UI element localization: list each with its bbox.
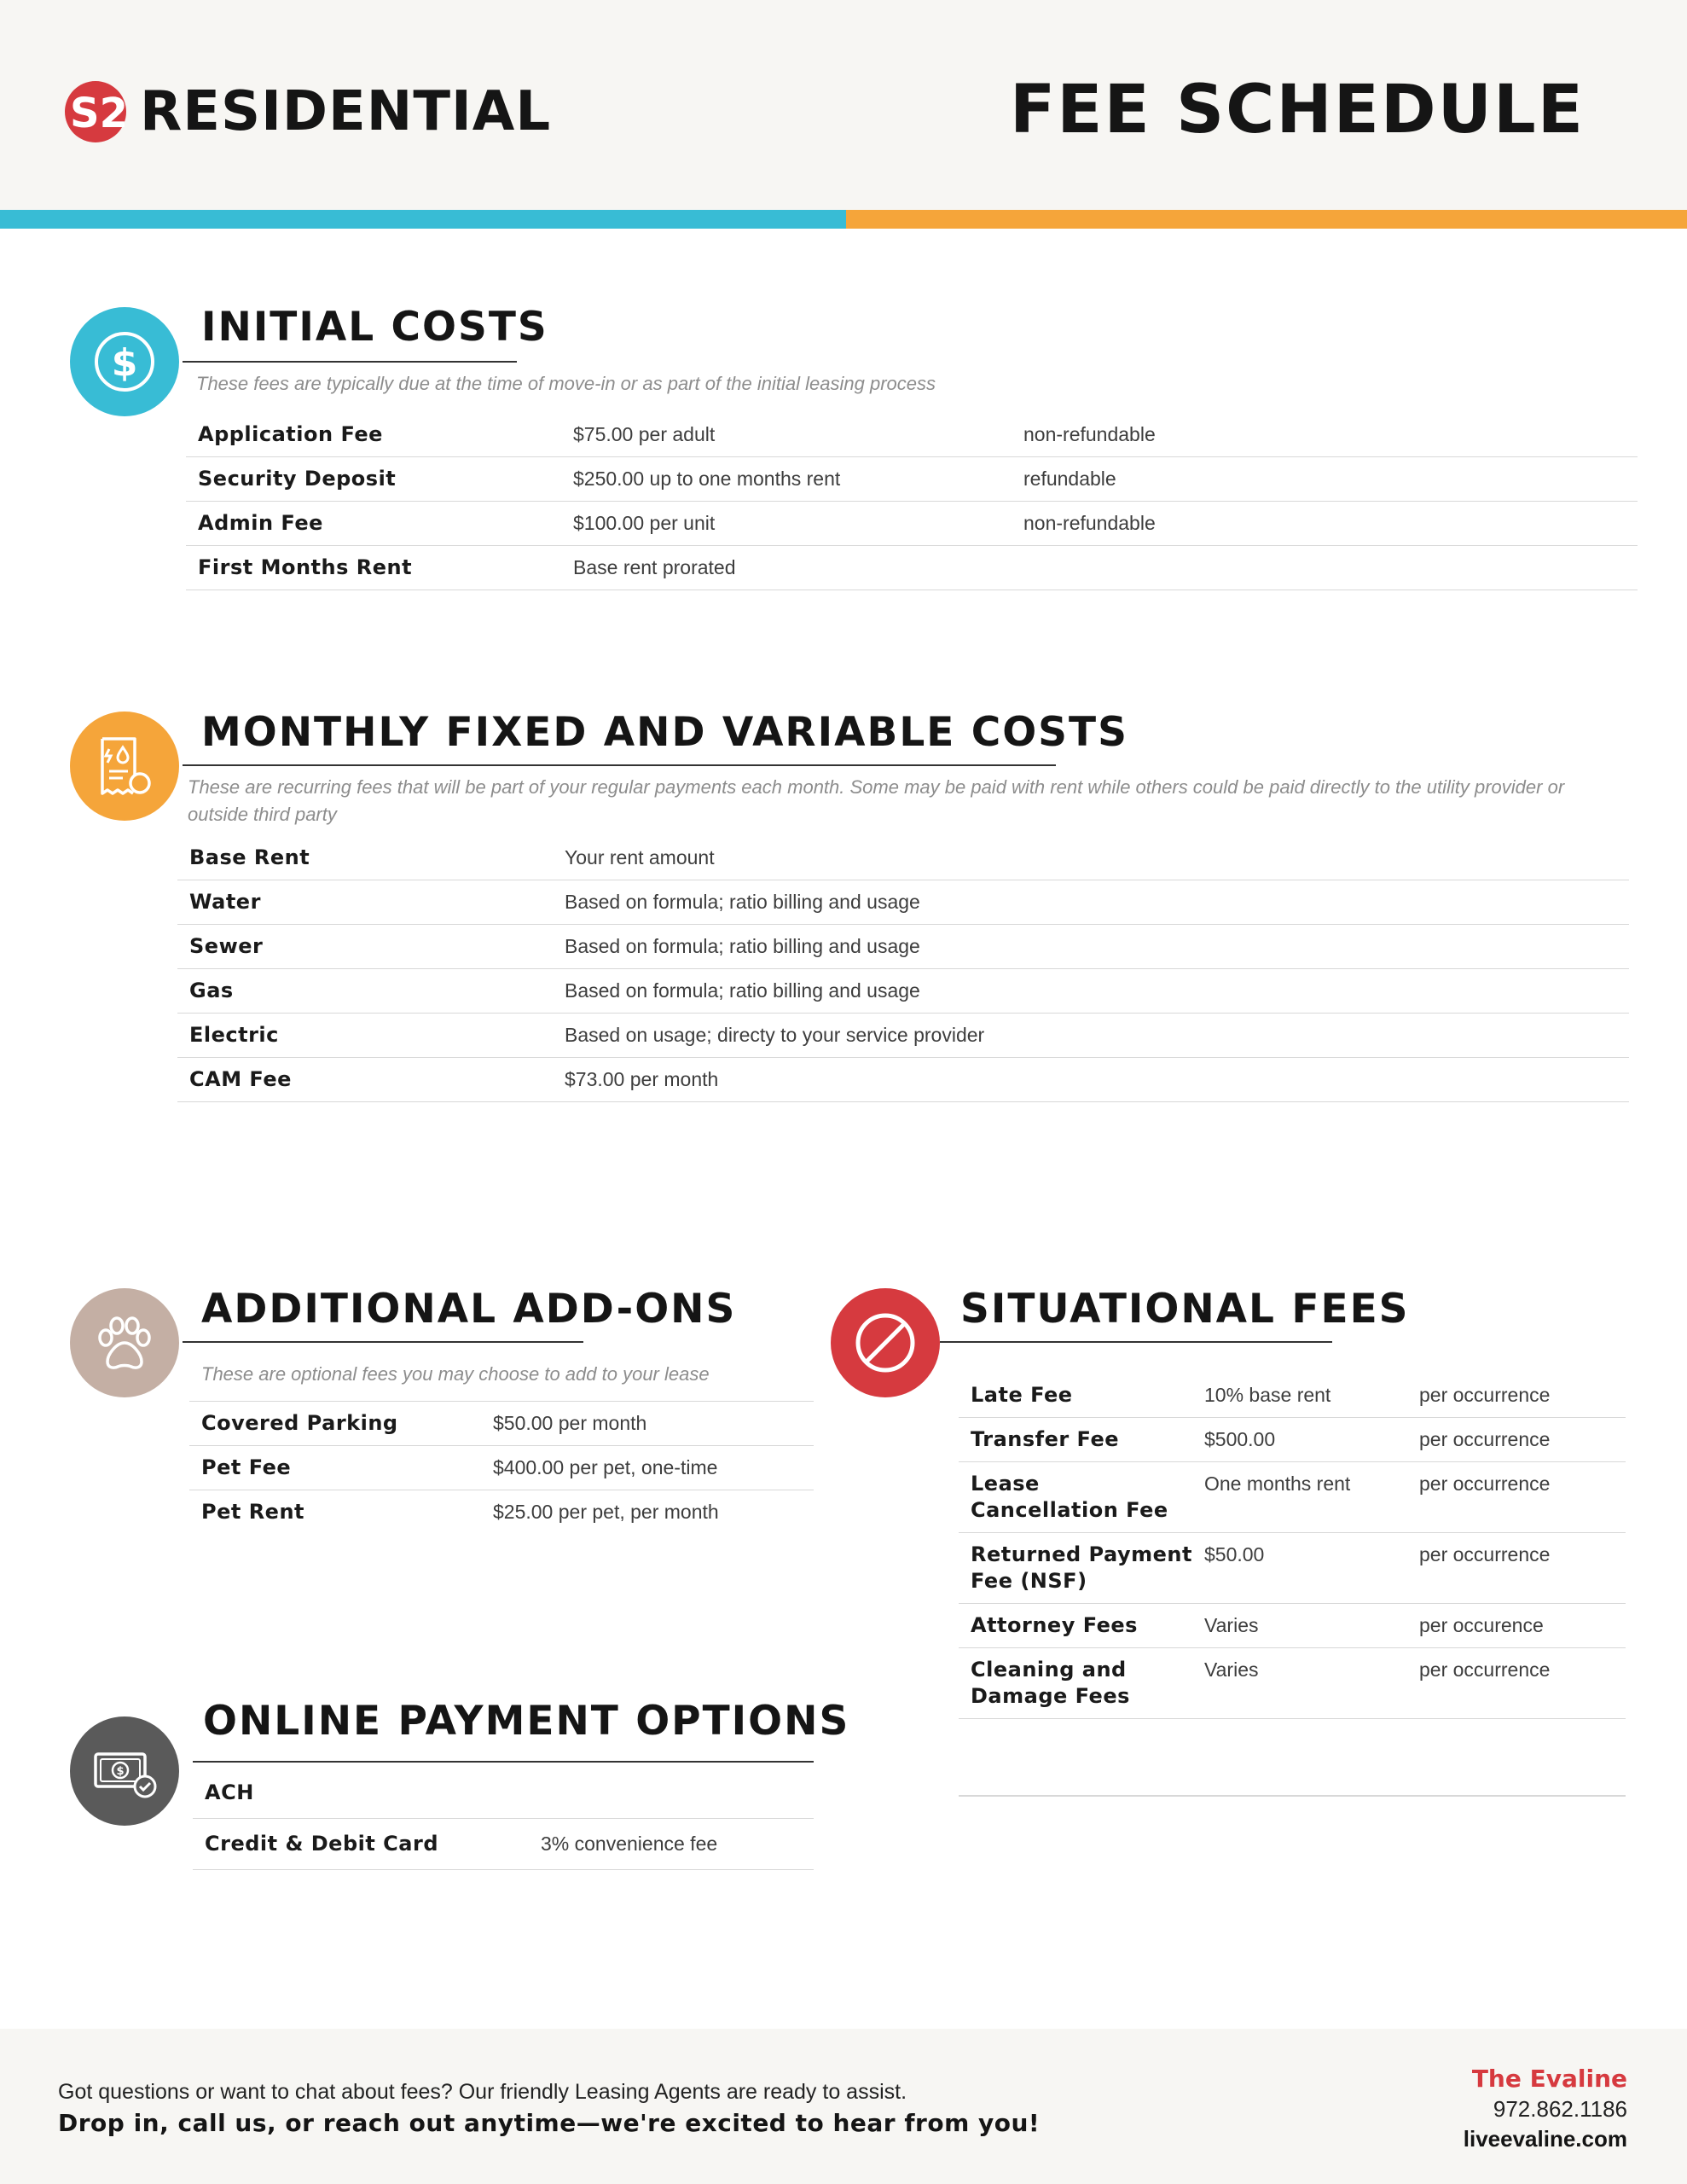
section-description: These are recurring fees that will be part of your regular payments each month. Some may be paid with rent while others could be paid directly to the utility provider or outside third party	[188, 776, 1565, 825]
fee-amount: Based on formula; ratio billing and usage	[553, 969, 1629, 1014]
page-footer	[0, 2029, 1687, 2184]
section-title-online-payment-options: ONLINE PAYMENT OPTIONS	[203, 1698, 850, 1745]
table-row	[177, 969, 1629, 1014]
fee-amount: $250.00 up to one months rent	[561, 457, 1012, 502]
table-row	[177, 836, 1629, 880]
section-title-situational-fees: SITUATIONAL FEES	[960, 1286, 1410, 1333]
fee-label: Gas	[177, 969, 553, 1014]
prohibited-icon	[831, 1288, 940, 1397]
fee-amount: $25.00 per pet, per month	[493, 1501, 719, 1523]
table-row	[959, 1462, 1626, 1533]
fee-label: Cleaning and Damage Fees	[959, 1648, 1192, 1719]
header-stripe-blue	[0, 210, 846, 229]
svg-text:S2: S2	[70, 90, 128, 137]
table-row	[177, 1058, 1629, 1102]
fee-note: per occurrence	[1407, 1648, 1626, 1719]
fee-amount: $75.00 per adult	[561, 413, 1012, 457]
section-title-monthly-costs: MONTHLY FIXED AND VARIABLE COSTS	[201, 709, 1128, 756]
section-title-additional-add-ons: ADDITIONAL ADD-ONS	[201, 1286, 737, 1333]
title-rule	[940, 1341, 1332, 1343]
fee-label: Covered Parking	[189, 1402, 481, 1446]
fee-note: refundable	[1012, 457, 1638, 502]
table-row	[193, 1768, 814, 1819]
title-rule	[183, 1341, 583, 1343]
table-row	[189, 1402, 814, 1446]
fee-label: Lease Cancellation Fee	[959, 1462, 1192, 1533]
phone-number[interactable]: 972.862.1186	[1493, 2096, 1627, 2122]
table-row	[186, 413, 1638, 457]
website-link[interactable]: liveevaline.com	[1463, 2126, 1627, 2152]
fee-label: Pet Rent	[201, 1500, 305, 1524]
fee-note: non-refundable	[1012, 502, 1638, 546]
fee-amount: $100.00 per unit	[561, 502, 1012, 546]
table-row	[959, 1374, 1626, 1418]
s2-logo-icon	[61, 75, 135, 148]
table-row	[177, 1014, 1629, 1058]
table-row	[186, 546, 1638, 590]
fee-label: Application Fee	[186, 413, 561, 457]
additional-add-ons-table	[189, 1401, 814, 1534]
fee-label: Attorney Fees	[959, 1604, 1192, 1648]
brand-text: RESIDENTIAL	[140, 80, 552, 143]
section-description: These are optional fees you may choose to add to your lease	[201, 1363, 710, 1385]
table-row	[959, 1418, 1626, 1462]
fee-amount: Base rent prorated	[561, 546, 1012, 590]
header-stripe-orange	[846, 210, 1687, 229]
fee-label: Admin Fee	[186, 502, 561, 546]
fee-amount: Based on formula; ratio billing and usage	[553, 925, 1629, 969]
fee-label: Water	[177, 880, 553, 925]
fee-label: Transfer Fee	[959, 1418, 1192, 1462]
fee-label: Security Deposit	[186, 457, 561, 502]
table-row	[186, 502, 1638, 546]
brand-logo	[61, 75, 551, 148]
fee-note: per occurrence	[1407, 1462, 1626, 1533]
fee-label: Returned Payment Fee (NSF)	[959, 1533, 1192, 1604]
fee-note: per occurence	[1407, 1604, 1626, 1648]
fee-label: ACH	[193, 1768, 529, 1819]
footer-tagline: Drop in, call us, or reach out anytime—we're excited to hear from you!	[58, 2109, 1041, 2137]
table-row	[959, 1648, 1626, 1719]
title-rule	[183, 361, 517, 363]
table-row	[177, 925, 1629, 969]
fee-amount: Varies	[1192, 1604, 1407, 1648]
table-row	[959, 1533, 1626, 1604]
situational-fees-table	[959, 1374, 1626, 1719]
fee-label: Base Rent	[177, 836, 553, 880]
svg-text:$: $	[116, 1765, 125, 1778]
fee-amount: Varies	[1192, 1648, 1407, 1719]
fee-amount: $50.00	[1192, 1533, 1407, 1604]
svg-text:$: $	[111, 341, 138, 385]
fee-label: Credit & Debit Card	[193, 1819, 529, 1870]
dollar-icon	[70, 307, 179, 416]
fee-note: per occurrence	[1407, 1374, 1626, 1418]
fee-label: Electric	[177, 1014, 553, 1058]
fee-amount: $500.00	[1192, 1418, 1407, 1462]
fee-amount: $400.00 per pet, one-time	[481, 1446, 814, 1490]
fee-amount: $50.00 per month	[481, 1402, 814, 1446]
fee-label: Pet Fee	[189, 1446, 481, 1490]
fee-note: per occurrence	[1407, 1533, 1626, 1604]
fee-amount: Based on formula; ratio billing and usage	[553, 880, 1629, 925]
section-description: These fees are typically due at the time of move-in or as part of the initial leasing process	[196, 373, 936, 394]
page-header	[0, 0, 1687, 210]
initial-costs-table	[186, 413, 1638, 590]
section-title-initial-costs: INITIAL COSTS	[201, 304, 548, 351]
fee-note	[1012, 546, 1638, 590]
table-row	[177, 880, 1629, 925]
fee-label: Late Fee	[959, 1374, 1192, 1418]
page-title: FEE SCHEDULE	[1009, 72, 1585, 148]
fee-amount: 3% convenience fee	[529, 1819, 814, 1870]
table-row	[189, 1490, 814, 1535]
fee-note: per occurrence	[1407, 1418, 1626, 1462]
contact-block	[1464, 2065, 1627, 2152]
fee-amount	[529, 1768, 814, 1819]
fee-label: First Months Rent	[186, 546, 561, 590]
fee-label: Sewer	[177, 925, 553, 969]
fee-amount: One months rent	[1192, 1462, 1407, 1533]
divider	[959, 1795, 1626, 1797]
fee-amount: Based on usage; directy to your service provider	[553, 1014, 1629, 1058]
table-row	[959, 1604, 1626, 1648]
monthly-costs-table	[177, 836, 1629, 1102]
fee-amount: $73.00 per month	[553, 1058, 1629, 1102]
utility-bill-icon	[70, 712, 179, 821]
paw-icon	[70, 1288, 179, 1397]
fee-amount: 10% base rent	[1192, 1374, 1407, 1418]
fee-label: CAM Fee	[177, 1058, 553, 1102]
property-name: The Evaline	[1471, 2065, 1627, 2093]
table-row	[186, 457, 1638, 502]
fee-note: non-refundable	[1012, 413, 1638, 457]
online-payment-table	[193, 1768, 814, 1870]
title-rule	[193, 1761, 814, 1763]
fee-amount: Your rent amount	[553, 836, 1629, 880]
payment-icon	[70, 1716, 179, 1826]
table-row	[189, 1446, 814, 1490]
footer-message: Got questions or want to chat about fees? Our friendly Leasing Agents are ready to assist.	[58, 2080, 907, 2104]
title-rule	[183, 764, 1056, 766]
table-row	[193, 1819, 814, 1870]
